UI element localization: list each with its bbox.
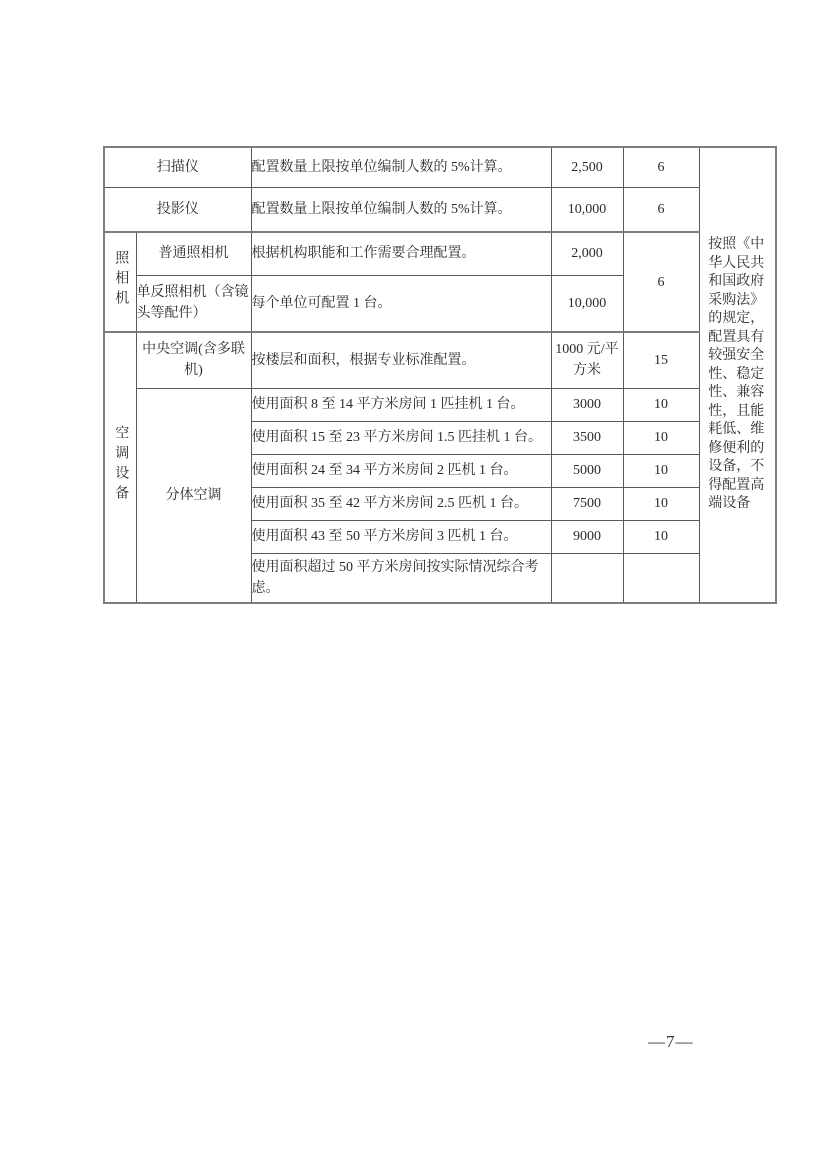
aircon-central-name-cell: 中央空调(含多联机) [136,332,251,388]
projector-name-cell: 投影仪 [104,187,251,232]
table-row [104,388,776,421]
aircon-split-desc-cell: 使用面积 43 至 50 平方米房间 3 匹机 1 台。 [251,520,551,553]
aircon-split-desc-cell: 使用面积 8 至 14 平方米房间 1 匹挂机 1 台。 [251,388,551,421]
aircon-split-price-cell [551,553,623,603]
projector-price-cell: 10,000 [551,187,623,232]
scanner-price-cell: 2,500 [551,147,623,187]
scanner-years-cell: 6 [623,147,699,187]
remark-cell [699,147,776,603]
aircon-central-years-cell: 15 [623,332,699,388]
aircon-split-desc-cell: 使用面积 15 至 23 平方米房间 1.5 匹挂机 1 台。 [251,421,551,454]
camera-slr-desc-cell: 每个单位可配置 1 台。 [251,275,551,332]
aircon-split-desc-cell: 使用面积超过 50 平方米房间按实际情况综合考虑。 [251,553,551,603]
table-row [104,147,776,187]
table-row [104,332,776,388]
aircon-group-label: 空调设备 [113,425,129,505]
equipment-standard-table [103,146,777,604]
page-number: —7— [648,1032,694,1051]
camera-slr-name-cell: 单反照相机（含镜头等配件） [136,275,251,332]
aircon-split-years-cell: 10 [623,388,699,421]
scanner-name-cell: 扫描仪 [104,147,251,187]
table-row [104,187,776,232]
camera-normal-price-cell: 2,000 [551,232,623,275]
aircon-split-years-cell: 10 [623,520,699,553]
aircon-split-years-cell [623,553,699,603]
aircon-split-name-cell: 分体空调 [136,388,251,603]
aircon-split-price-cell: 3000 [551,388,623,421]
camera-group-label-cell [104,232,136,332]
scanner-desc-cell: 配置数量上限按单位编制人数的 5%计算。 [251,147,551,187]
camera-slr-price-cell: 10,000 [551,275,623,332]
camera-normal-desc-cell: 根据机构职能和工作需要合理配置。 [251,232,551,275]
aircon-split-desc-cell: 使用面积 35 至 42 平方米房间 2.5 匹机 1 台。 [251,487,551,520]
aircon-central-price-cell: 1000 元/平方米 [551,332,623,388]
remark-text: 按照《中华人民共和国政府采购法》的规定，配置具有较强安全性、稳定性、兼容性，且能耗低、维修便利的设备，不得配置高端设备 [708,237,765,512]
camera-group-label: 照相机 [113,249,129,310]
aircon-group-label-cell [104,332,136,603]
aircon-split-price-cell: 7500 [551,487,623,520]
aircon-split-price-cell: 3500 [551,421,623,454]
aircon-split-price-cell: 9000 [551,520,623,553]
aircon-split-years-cell: 10 [623,454,699,487]
aircon-split-price-cell: 5000 [551,454,623,487]
table-row [104,232,776,275]
aircon-split-years-cell: 10 [623,421,699,454]
aircon-central-desc-cell: 按楼层和面积，根据专业标准配置。 [251,332,551,388]
camera-normal-name-cell: 普通照相机 [136,232,251,275]
camera-shared-years-cell: 6 [623,232,699,332]
projector-years-cell: 6 [623,187,699,232]
aircon-split-years-cell: 10 [623,487,699,520]
projector-desc-cell: 配置数量上限按单位编制人数的 5%计算。 [251,187,551,232]
aircon-split-desc-cell: 使用面积 24 至 34 平方米房间 2 匹机 1 台。 [251,454,551,487]
